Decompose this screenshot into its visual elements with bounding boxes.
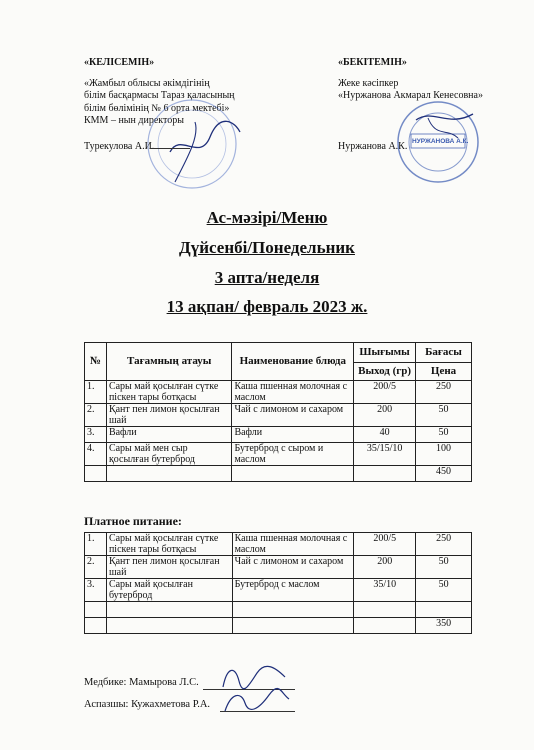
handwritten-signature-icon: [205, 655, 295, 715]
cell-price: 50: [416, 427, 472, 443]
cell-no: 3.: [85, 579, 107, 602]
approval-left-line: КММ – нын директоры: [84, 115, 184, 126]
approval-left-line: білім басқармасы Тараз қаласының: [84, 90, 235, 101]
cell-no: 1.: [85, 381, 107, 404]
cell-price: 50: [416, 404, 472, 427]
cook-signature: Аспазшы: Кужахметова Р.А.: [84, 699, 211, 710]
table-row: [85, 443, 472, 466]
table-row: [85, 602, 472, 618]
header-name-ru: Наименование блюда: [232, 343, 354, 381]
header-name-kz: Тағамның атауы: [106, 343, 232, 381]
day-title-text: Дүйсенбі/Понедельник: [179, 238, 355, 257]
nurse-signature: Медбике: Мамырова Л.С.: [84, 677, 199, 688]
cell-name-kz: Қант пен лимон қосылған шай: [106, 404, 232, 427]
cell-name-ru: Вафли: [232, 427, 354, 443]
table-row: [85, 404, 472, 427]
cell-name-kz: Сары май мен сыр қосылған бутерброд: [106, 443, 232, 466]
signature-line: [150, 148, 190, 149]
date-title-text: 13 ақпан/ февраль 2023 ж.: [166, 297, 368, 316]
cell-total: 350: [416, 618, 472, 634]
approval-left-heading: «КЕЛІСЕМІН»: [84, 57, 155, 68]
cell-name-ru: Бутерброд с сыром и маслом: [232, 443, 354, 466]
week-title: [0, 268, 534, 288]
cell-name-kz: Қант пен лимон қосылған шай: [106, 556, 232, 579]
cell-no: 2.: [85, 556, 107, 579]
table-total-row: [85, 618, 472, 634]
cell-name-ru: Каша пшенная молочная с маслом: [232, 533, 354, 556]
cell-name-ru: Чай с лимоном и сахаром: [232, 556, 354, 579]
stamp-text: НУРЖАНОВА А.К.: [412, 138, 469, 145]
cell-no: 3.: [85, 427, 107, 443]
date-title: [0, 297, 534, 317]
approval-left-line: білім бөлімінің № 6 орта мектебі»: [84, 102, 230, 114]
table-row: [85, 381, 472, 404]
paid-menu-table: [84, 532, 472, 634]
cell-name-kz: Сары май қосылған бутерброд: [106, 579, 232, 602]
menu-title-text: Ас-мәзірі/Меню: [206, 208, 328, 227]
cell-price: 250: [416, 381, 472, 404]
cell-total: 450: [416, 466, 472, 482]
menu-table: [84, 342, 472, 482]
table-row: [85, 556, 472, 579]
header-no: №: [85, 343, 107, 381]
header-price-kz: Бағасы: [416, 343, 472, 363]
approval-right-line: «Нуржанова Акмарал Кенесовна»: [338, 90, 483, 101]
cell-no: 1.: [85, 533, 107, 556]
cell-output: 35/10: [354, 579, 416, 602]
cell-name-kz: Вафли: [106, 427, 232, 443]
header-price-ru: Цена: [416, 363, 472, 381]
approval-right-name: Нуржанова А.К.: [338, 140, 408, 152]
menu-title: [0, 208, 534, 228]
table-row: [85, 427, 472, 443]
cell-output: 200: [354, 404, 416, 427]
week-title-text: 3 апта/неделя: [214, 268, 320, 287]
paid-meals-label: Платное питание:: [84, 514, 182, 528]
cell-price: 50: [416, 579, 472, 602]
cell-output: 35/15/10: [354, 443, 416, 466]
header-output-ru: Выход (гр): [354, 363, 416, 381]
cell-name-kz: Сары май қосылған сүтке піскен тары ботқасы: [106, 533, 232, 556]
approval-right-heading: «БЕКІТЕМІН»: [338, 57, 407, 68]
table-total-row: [85, 466, 472, 482]
cell-output: 200/5: [354, 533, 416, 556]
day-title: [0, 238, 534, 258]
cell-price: 250: [416, 533, 472, 556]
cell-no: 4.: [85, 443, 107, 466]
cell-price: 50: [416, 556, 472, 579]
cell-name-ru: Каша пшенная молочная с маслом: [232, 381, 354, 404]
table-row: [85, 579, 472, 602]
cell-output: 200/5: [354, 381, 416, 404]
header-output-kz: Шығымы: [354, 343, 416, 363]
cell-name-ru: Бутерброд с маслом: [232, 579, 354, 602]
cell-output: 40: [354, 427, 416, 443]
cell-name-ru: Чай с лимоном и сахаром: [232, 404, 354, 427]
table-row: [85, 533, 472, 556]
cell-price: 100: [416, 443, 472, 466]
cell-output: 200: [354, 556, 416, 579]
school-stamp-icon: [140, 92, 250, 192]
cell-no: 2.: [85, 404, 107, 427]
approval-left-line: «Жамбыл облысы әкімдігінің: [84, 77, 210, 89]
approval-right-line: Жеке кәсіпкер: [338, 77, 399, 89]
approval-left-name: Турекулова А.И.: [84, 140, 155, 152]
cell-name-kz: Сары май қосылған сүтке піскен тары ботқасы: [106, 381, 232, 404]
